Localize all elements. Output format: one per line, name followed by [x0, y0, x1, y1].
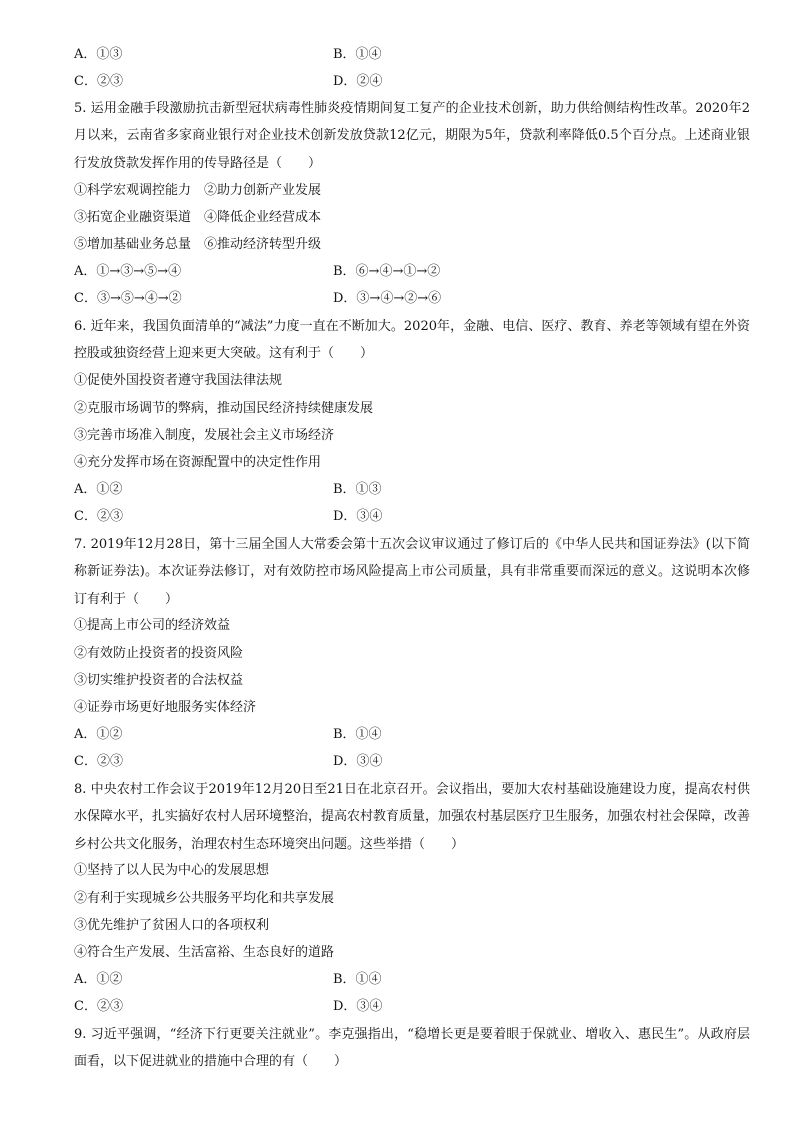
q8-item-3: ③优先维护了贫困人口的各项权利: [74, 918, 270, 933]
q8-option-a[interactable]: A．①②: [74, 972, 123, 987]
q8-item-1: ①坚持了以人民为中心的发展思想: [74, 863, 270, 878]
q8-option-c[interactable]: C．②③: [74, 999, 123, 1014]
q7-item-2: ②有效防止投资者的投资风险: [74, 646, 244, 661]
q7-item-4: ④证券市场更好地服务实体经济: [74, 700, 257, 715]
q4-option-b[interactable]: B．①④: [333, 47, 382, 62]
q5-option-c[interactable]: C．③→⑤→④→②: [74, 291, 182, 306]
q5-option-b[interactable]: B．⑥→④→①→②: [333, 264, 441, 279]
q4-option-c[interactable]: C．②③: [74, 74, 123, 89]
q8-item-4: ④符合生产发展、生活富裕、生态良好的道路: [74, 945, 335, 960]
q6-stem: 6. 近年来，我国负面清单的“减法”力度一直在不断加大。2020年，金融、电信、医疗、教育、养老等领域有望在外资控股或独资经营上迎来更大突破。这有利于（ ）: [74, 319, 750, 362]
q4-option-d[interactable]: D．②④: [333, 74, 383, 89]
q5-option-a[interactable]: A．①→③→⑤→④: [74, 264, 182, 279]
q5-item-3: ⑤增加基础业务总量 ⑥推动经济转型升级: [74, 237, 322, 252]
q6-item-4: ④充分发挥市场在资源配置中的决定性作用: [74, 455, 322, 470]
q4-option-a[interactable]: A．①③: [74, 47, 123, 62]
q6-item-2: ②克服市场调节的弊病，推动国民经济持续健康发展: [74, 401, 374, 416]
q8-item-2: ②有利于实现城乡公共服务平均化和共享发展: [74, 891, 335, 906]
q7-option-c[interactable]: C．②③: [74, 754, 123, 769]
q5-option-d[interactable]: D．③→④→②→⑥: [333, 291, 442, 306]
q8-option-b[interactable]: B．①④: [333, 972, 382, 987]
q9-stem: 9. 习近平强调，“经济下行更要关注就业”。李克强指出，“稳增长更是要着眼于保就业、增收入、惠民生”。从政府层面看，以下促进就业的措施中合理的有（ ）: [74, 1027, 750, 1070]
q7-option-d[interactable]: D．③④: [333, 754, 383, 769]
q7-option-b[interactable]: B．①④: [333, 727, 382, 742]
q5-stem: 5. 运用金融手段激励抗击新型冠状病毒性肺炎疫情期间复工复产的企业技术创新，助力供给侧结构性改革。2020年2月以来，云南省多家商业银行对企业技术创新发放贷款12亿元，期限为5年，贷款利率降低0.5个百分点。上述商业银行发放贷款发挥作用的传导路径是（ ）: [74, 101, 750, 171]
q6-option-a[interactable]: A．①②: [74, 482, 123, 497]
q5-item-2: ③拓宽企业融资渠道 ④降低企业经营成本: [74, 210, 322, 225]
q8-stem: 8. 中央农村工作会议于2019年12月20日至21日在北京召开。会议指出，要加大农村基础设施建设力度，提高农村供水保障水平，扎实搞好农村人居环境整治，提高农村教育质量，加强农村基层医疗卫生服务，加强农村社会保障，改善乡村公共文化服务，治理农村生态环境突出问题。这些举措（ ）: [74, 782, 751, 852]
q7-item-3: ③切实维护投资者的合法权益: [74, 673, 244, 688]
q6-option-c[interactable]: C．②③: [74, 509, 123, 524]
q5-item-1: ①科学宏观调控能力 ②助力创新产业发展: [74, 183, 322, 198]
q7-option-a[interactable]: A．①②: [74, 727, 123, 742]
q6-item-3: ③完善市场准入制度，发展社会主义市场经济: [74, 428, 335, 443]
q7-item-1: ①提高上市公司的经济效益: [74, 618, 231, 633]
q6-option-b[interactable]: B．①③: [333, 482, 382, 497]
q6-option-d[interactable]: D．③④: [333, 509, 383, 524]
q7-stem: 7. 2019年12月28日，第十三届全国人大常委会第十五次会议审议通过了修订后的《中华人民共和国证券法》(以下简称新证券法)。本次证券法修订，对有效防控市场风险提高上市公司质量，具有非常重要而深远的意义。这说明本次修订有利于（ ）: [74, 537, 750, 607]
q8-option-d[interactable]: D．③④: [333, 999, 383, 1014]
q6-item-1: ①促使外国投资者遵守我国法律法规: [74, 373, 283, 388]
